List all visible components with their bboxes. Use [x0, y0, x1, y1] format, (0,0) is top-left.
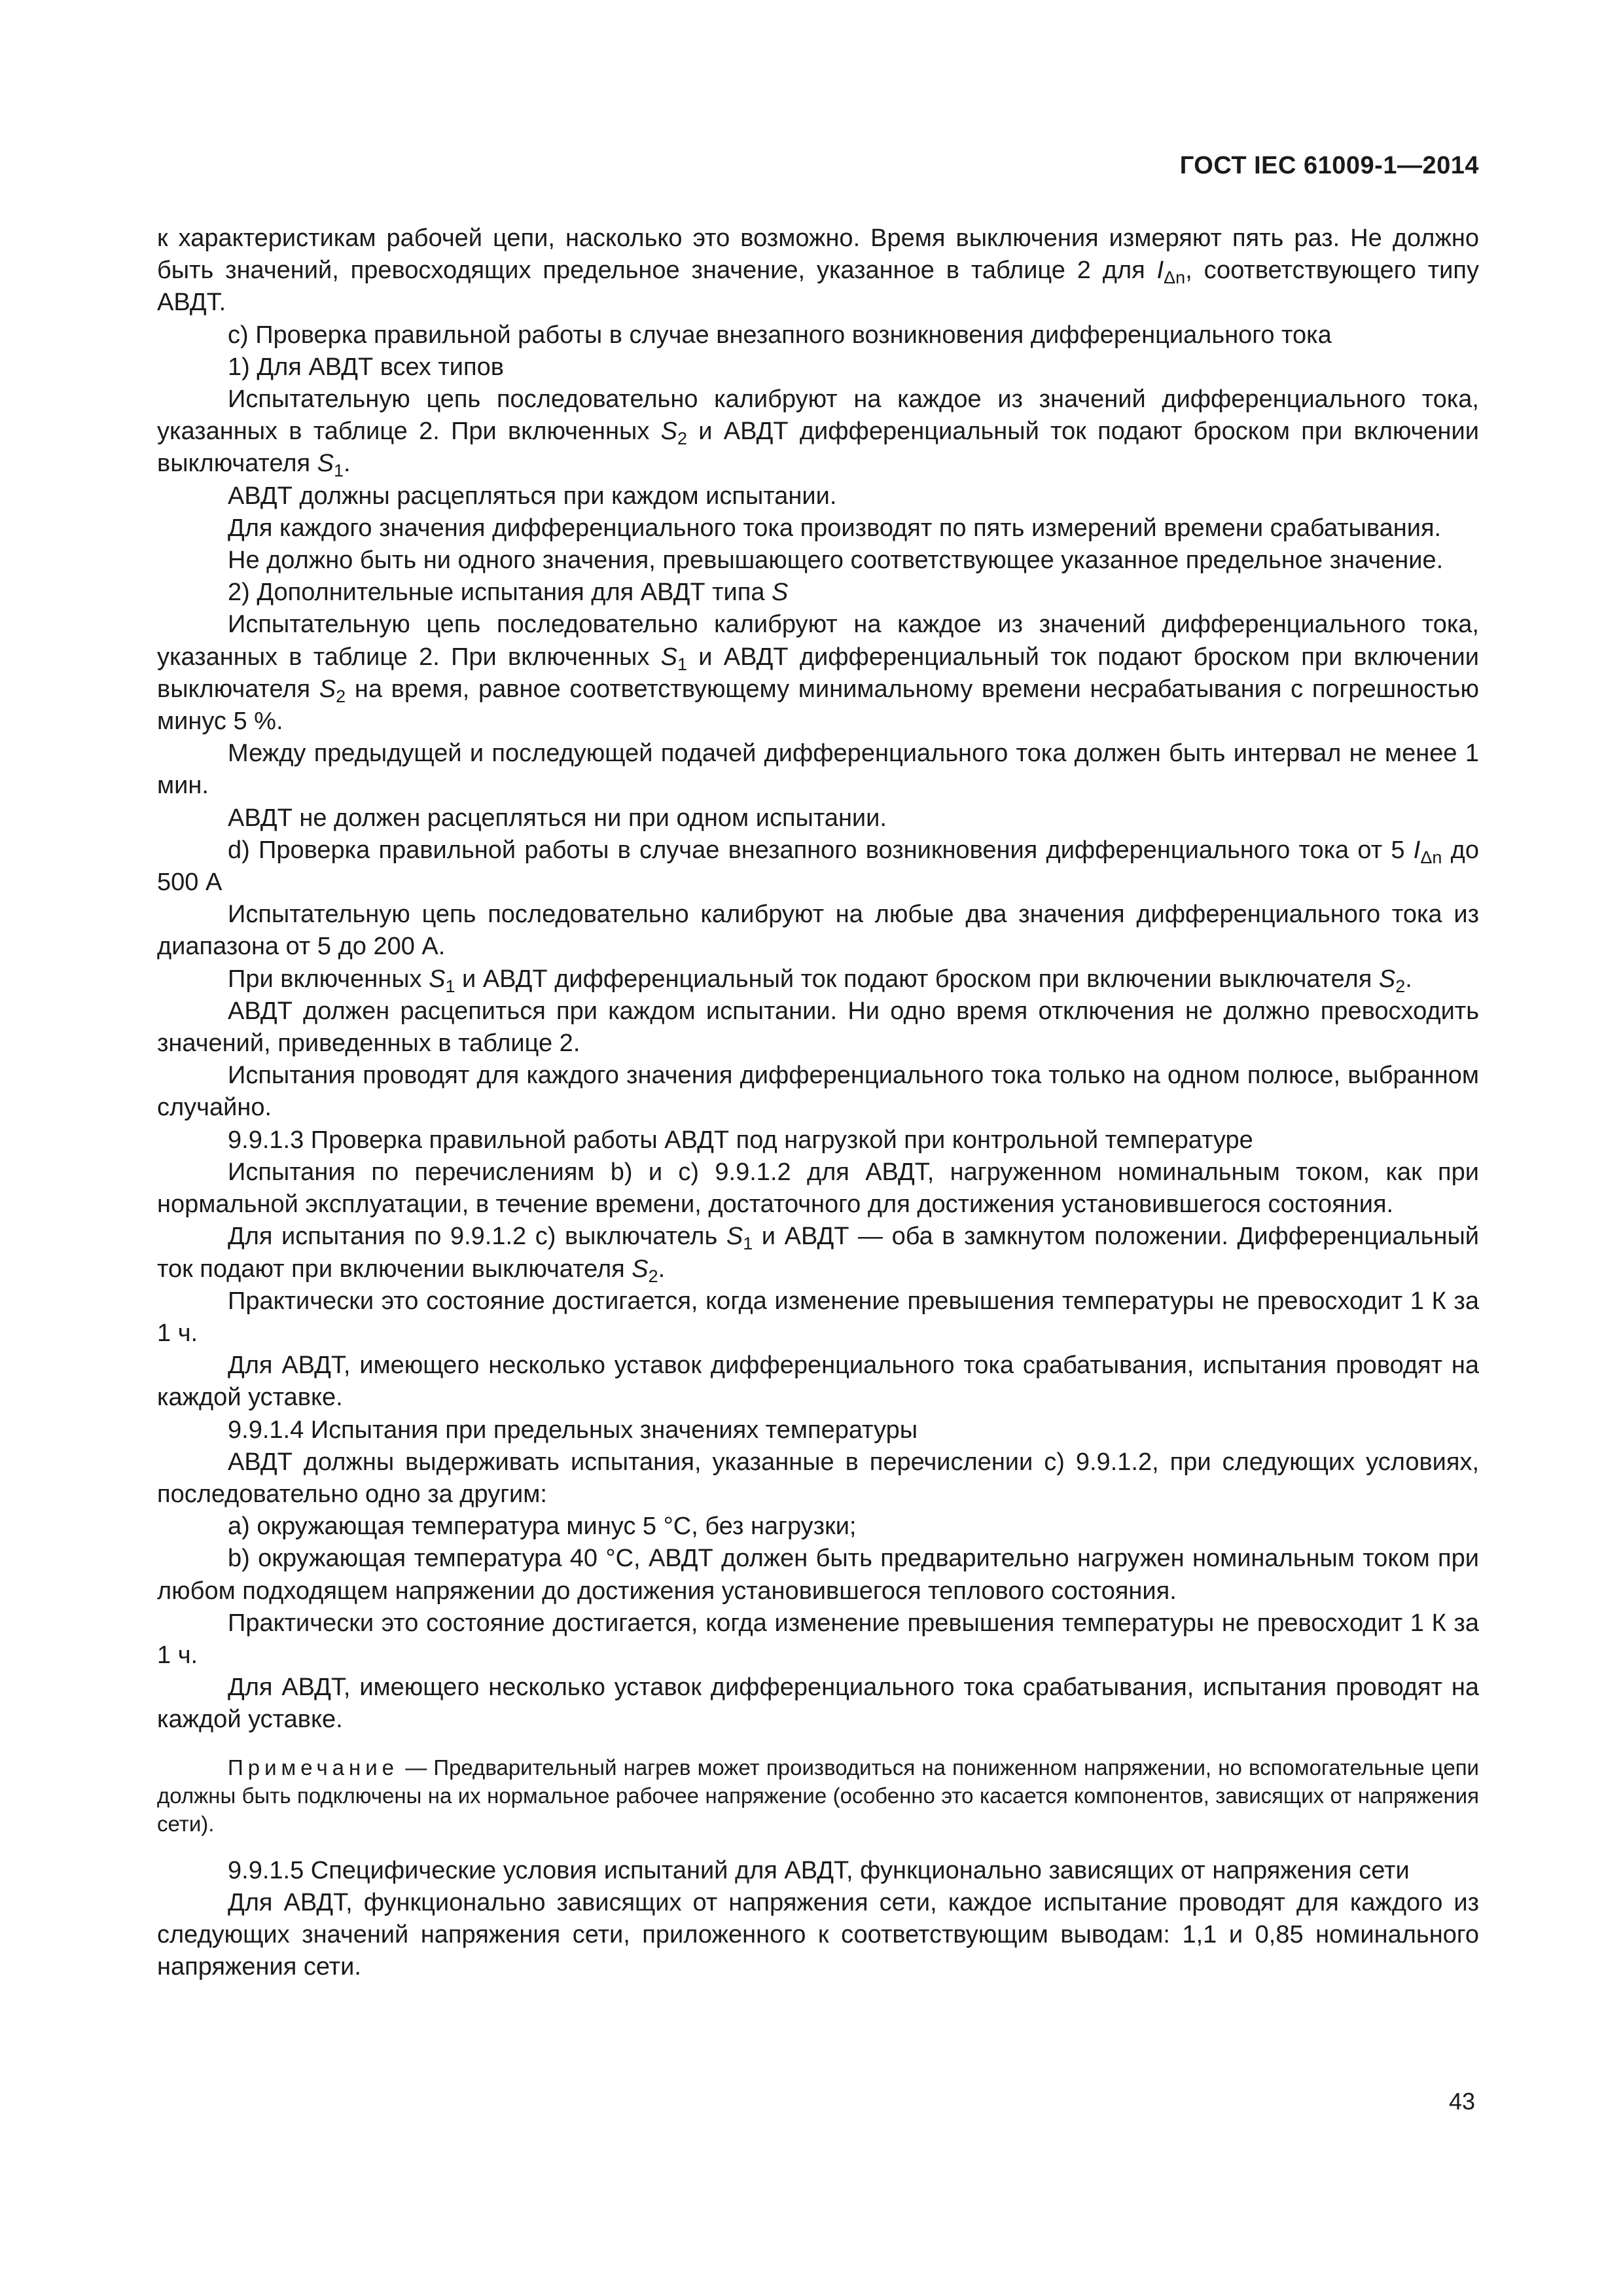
paragraph: Для АВДТ, функционально зависящих от напряжения сети, каждое испытание проводят для каждого из следующих значений напряжения сети, приложенного к соответствующим выводам: 1,1 и 0,85 номинального напряжения сети. [157, 1888, 1479, 1981]
paragraph: 1) Для АВДТ всех типов [228, 353, 504, 381]
paragraph: Испытания по перечислениям b) и с) 9.9.1.2 для АВДТ, нагруженном номинальным током, как при нормальной эксплуатации, в течение времени, достаточного для достижения установившегося состояния. [157, 1158, 1479, 1219]
note-text: — Предварительный нагрев может производиться на пониженном напряжении, но вспомогательные цепи должны быть подключены на их нормальное рабочее напряжение (особенно это касается компонентов, зависящих от напряжения сети). [157, 1755, 1479, 1836]
paragraph: АВДТ должен расцепиться при каждом испытании. Ни одно время отключения не должно превосходить значений, приведенных в таблице 2. [157, 997, 1479, 1058]
section-heading: 9.9.1.4 Испытания при предельных значениях температуры [228, 1416, 918, 1444]
paragraph: Испытательную цепь последовательно калибруют на любые два значения дифференциального тока из диапазона от 5 до 200 А. [157, 901, 1479, 961]
paragraph: При включенных $S_1$ и АВДТ дифференциальный ток подают броском при включении выключателя $S_2$. [228, 965, 1412, 996]
section-heading: 9.9.1.3 Проверка правильной работы АВДТ под нагрузкой при контрольной температуре [228, 1126, 1253, 1154]
list-item: b) окружающая температура 40 °С, АВДТ должен быть предварительно нагружен номинальным током при любом подходящем напряжении до достижения установившегося теплового состояния. [157, 1545, 1479, 1605]
document-body [157, 223, 1479, 1983]
paragraph: Между предыдущей и последующей подачей дифференциального тока должен быть интервал не менее 1 мин. [157, 740, 1479, 800]
paragraph: d) Проверка правильной работы в случае внезапного возникновения дифференциального тока от 5 $I_{\Delta n}$ до 500 А [157, 836, 1479, 897]
page-number: 43 [1448, 2088, 1475, 2115]
paragraph: Для каждого значения дифференциального тока производят по пять измерений времени срабатывания. [228, 514, 1442, 542]
paragraph: Для испытания по 9.9.1.2 с) выключатель $S_1$ и АВДТ — оба в замкнутом положении. Дифференциальный ток подают при включении выключателя $S_2$. [157, 1223, 1479, 1286]
paragraph: Практически это состояние достигается, когда изменение превышения температуры не превосходит 1 К за 1 ч. [157, 1287, 1479, 1347]
paragraph: АВДТ должны расцепляться при каждом испытании. [228, 482, 837, 510]
paragraph: АВДТ должны выдерживать испытания, указанные в перечислении с) 9.9.1.2, при следующих условиях, последовательно одно за другим: [157, 1448, 1479, 1508]
paragraph: 2) Дополнительные испытания для АВДТ типа S [228, 579, 789, 607]
document-header: ГОСТ IEC 61009-1—2014 [1179, 152, 1479, 179]
note [157, 1753, 1479, 1838]
paragraph: Практически это состояние достигается, когда изменение превышения температуры не превосходит 1 К за 1 ч. [157, 1609, 1479, 1669]
paragraph: Не должно быть ни одного значения, превышающего соответствующее указанное предельное значение. [228, 547, 1444, 575]
paragraph: с) Проверка правильной работы в случае внезапного возникновения дифференциального тока [228, 321, 1332, 349]
section-heading: 9.9.1.5 Специфические условия испытаний для АВДТ, функционально зависящих от напряжения сети [228, 1856, 1410, 1884]
paragraph: Испытательную цепь последовательно калибруют на каждое из значений дифференциального тока, указанных в таблице 2. При включенных $S_2$ и АВДТ дифференциальный ток подают броском при включении выключателя $S_1$. [157, 386, 1479, 481]
paragraph: к характеристикам рабочей цепи, насколько это возможно. Время выключения измеряют пять раз. Не должно быть значений, превосходящих предельное значение, указанное в таблице 2 для $I_{\Delta n}$, соответствующего типу АВДТ. [157, 224, 1479, 317]
paragraph: Испытательную цепь последовательно калибруют на каждое из значений дифференциального тока, указанных в таблице 2. При включенных $S_1$ и АВДТ дифференциальный ток подают броском при включении выключателя $S_2$ на время, равное соответствующему минимальному времени несрабатывания с погрешностью минус 5 %. [157, 611, 1479, 736]
paragraph: Для АВДТ, имеющего несколько уставок дифференциального тока срабатывания, испытания проводят на каждой уставке. [157, 1674, 1479, 1734]
paragraph: Для АВДТ, имеющего несколько уставок дифференциального тока срабатывания, испытания проводят на каждой уставке. [157, 1352, 1479, 1412]
list-item: а) окружающая температура минус 5 °С, без нагрузки; [228, 1513, 857, 1541]
note-label: Примечание [228, 1755, 399, 1780]
paragraph: Испытания проводят для каждого значения дифференциального тока только на одном полюсе, выбранном случайно. [157, 1062, 1479, 1122]
paragraph: АВДТ не должен расцепляться ни при одном испытании. [228, 804, 887, 832]
